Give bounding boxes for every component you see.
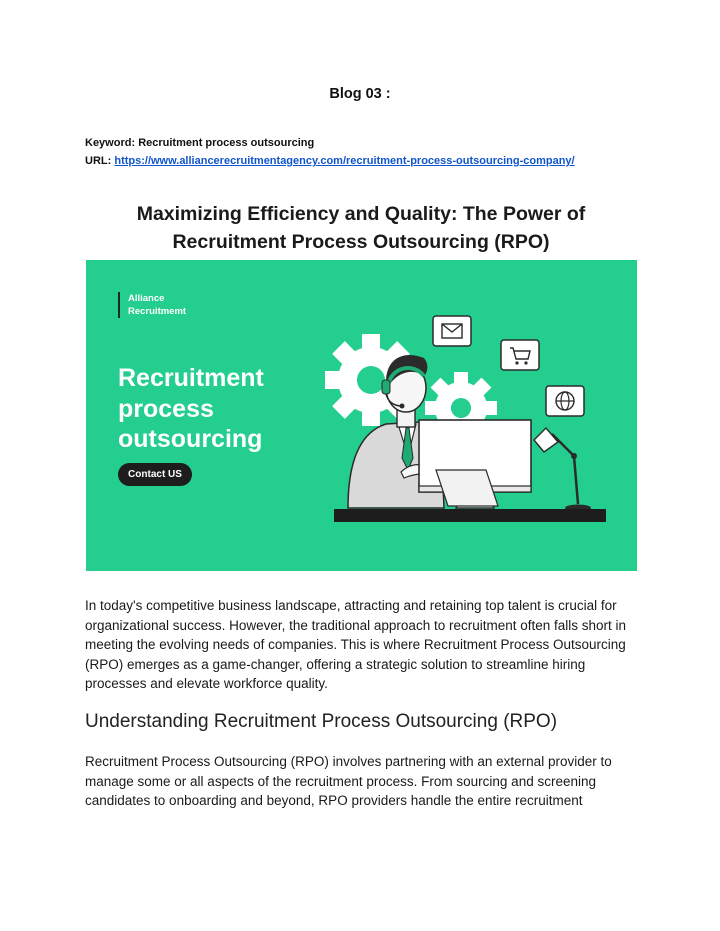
section-paragraph: Recruitment Process Outsourcing (RPO) involves partnering with an external provider to manage some or all aspects of the recruitment process. From sourcing and screening candidates to onboarding and beyond, RPO providers handle the entire recruitment — [85, 754, 612, 808]
brand-label — [118, 292, 186, 318]
hero-headline-line-3: outsourcing — [118, 425, 263, 453]
article-title-line-1: Maximizing Efficiency and Quality: The Power of — [136, 203, 586, 225]
contact-us-button: Contact US — [118, 463, 192, 486]
brand-line-2: Recruitmemt — [128, 306, 187, 317]
url-link[interactable]: https://www.alliancerecruitmentagency.com/recruitment-process-outsourcing-company/ — [114, 155, 575, 167]
hero-headline-line-2: process — [118, 394, 214, 423]
brand-line-1: Alliance — [128, 293, 165, 304]
email-icon — [433, 316, 471, 346]
url-label: URL: — [85, 155, 112, 167]
keyword-label: Keyword: — [85, 137, 136, 149]
article-title-line-2: Recruitment Process Outsourcing (RPO) — [172, 231, 550, 253]
hero-banner-image — [86, 260, 637, 571]
desk — [334, 509, 606, 522]
keyword-line — [85, 137, 314, 149]
blog-title: Blog 03 : — [329, 86, 391, 102]
article-title — [85, 200, 637, 256]
intro-paragraph: In today's competitive business landscape, attracting and retaining top talent is crucial for organizational success. However, the traditional approach to recruitment often falls short in meeting the evolving needs of companies. This is where Recruitment Process Outsourcing (RPO) emerges as a game-changer, offering a strategic solution to streamline hiring processes and elevate workforce quality. — [85, 598, 627, 691]
desk-lamp-icon — [534, 428, 591, 512]
globe-icon — [546, 386, 584, 416]
keyword-value: Recruitment process outsourcing — [138, 137, 315, 149]
hero-headline-line-1: Recruitment — [118, 364, 264, 392]
hero-headline — [118, 363, 264, 455]
shopping-cart-icon — [501, 340, 539, 370]
url-line — [85, 155, 575, 167]
section-heading: Understanding Recruitment Process Outsourcing (RPO) — [85, 711, 558, 732]
